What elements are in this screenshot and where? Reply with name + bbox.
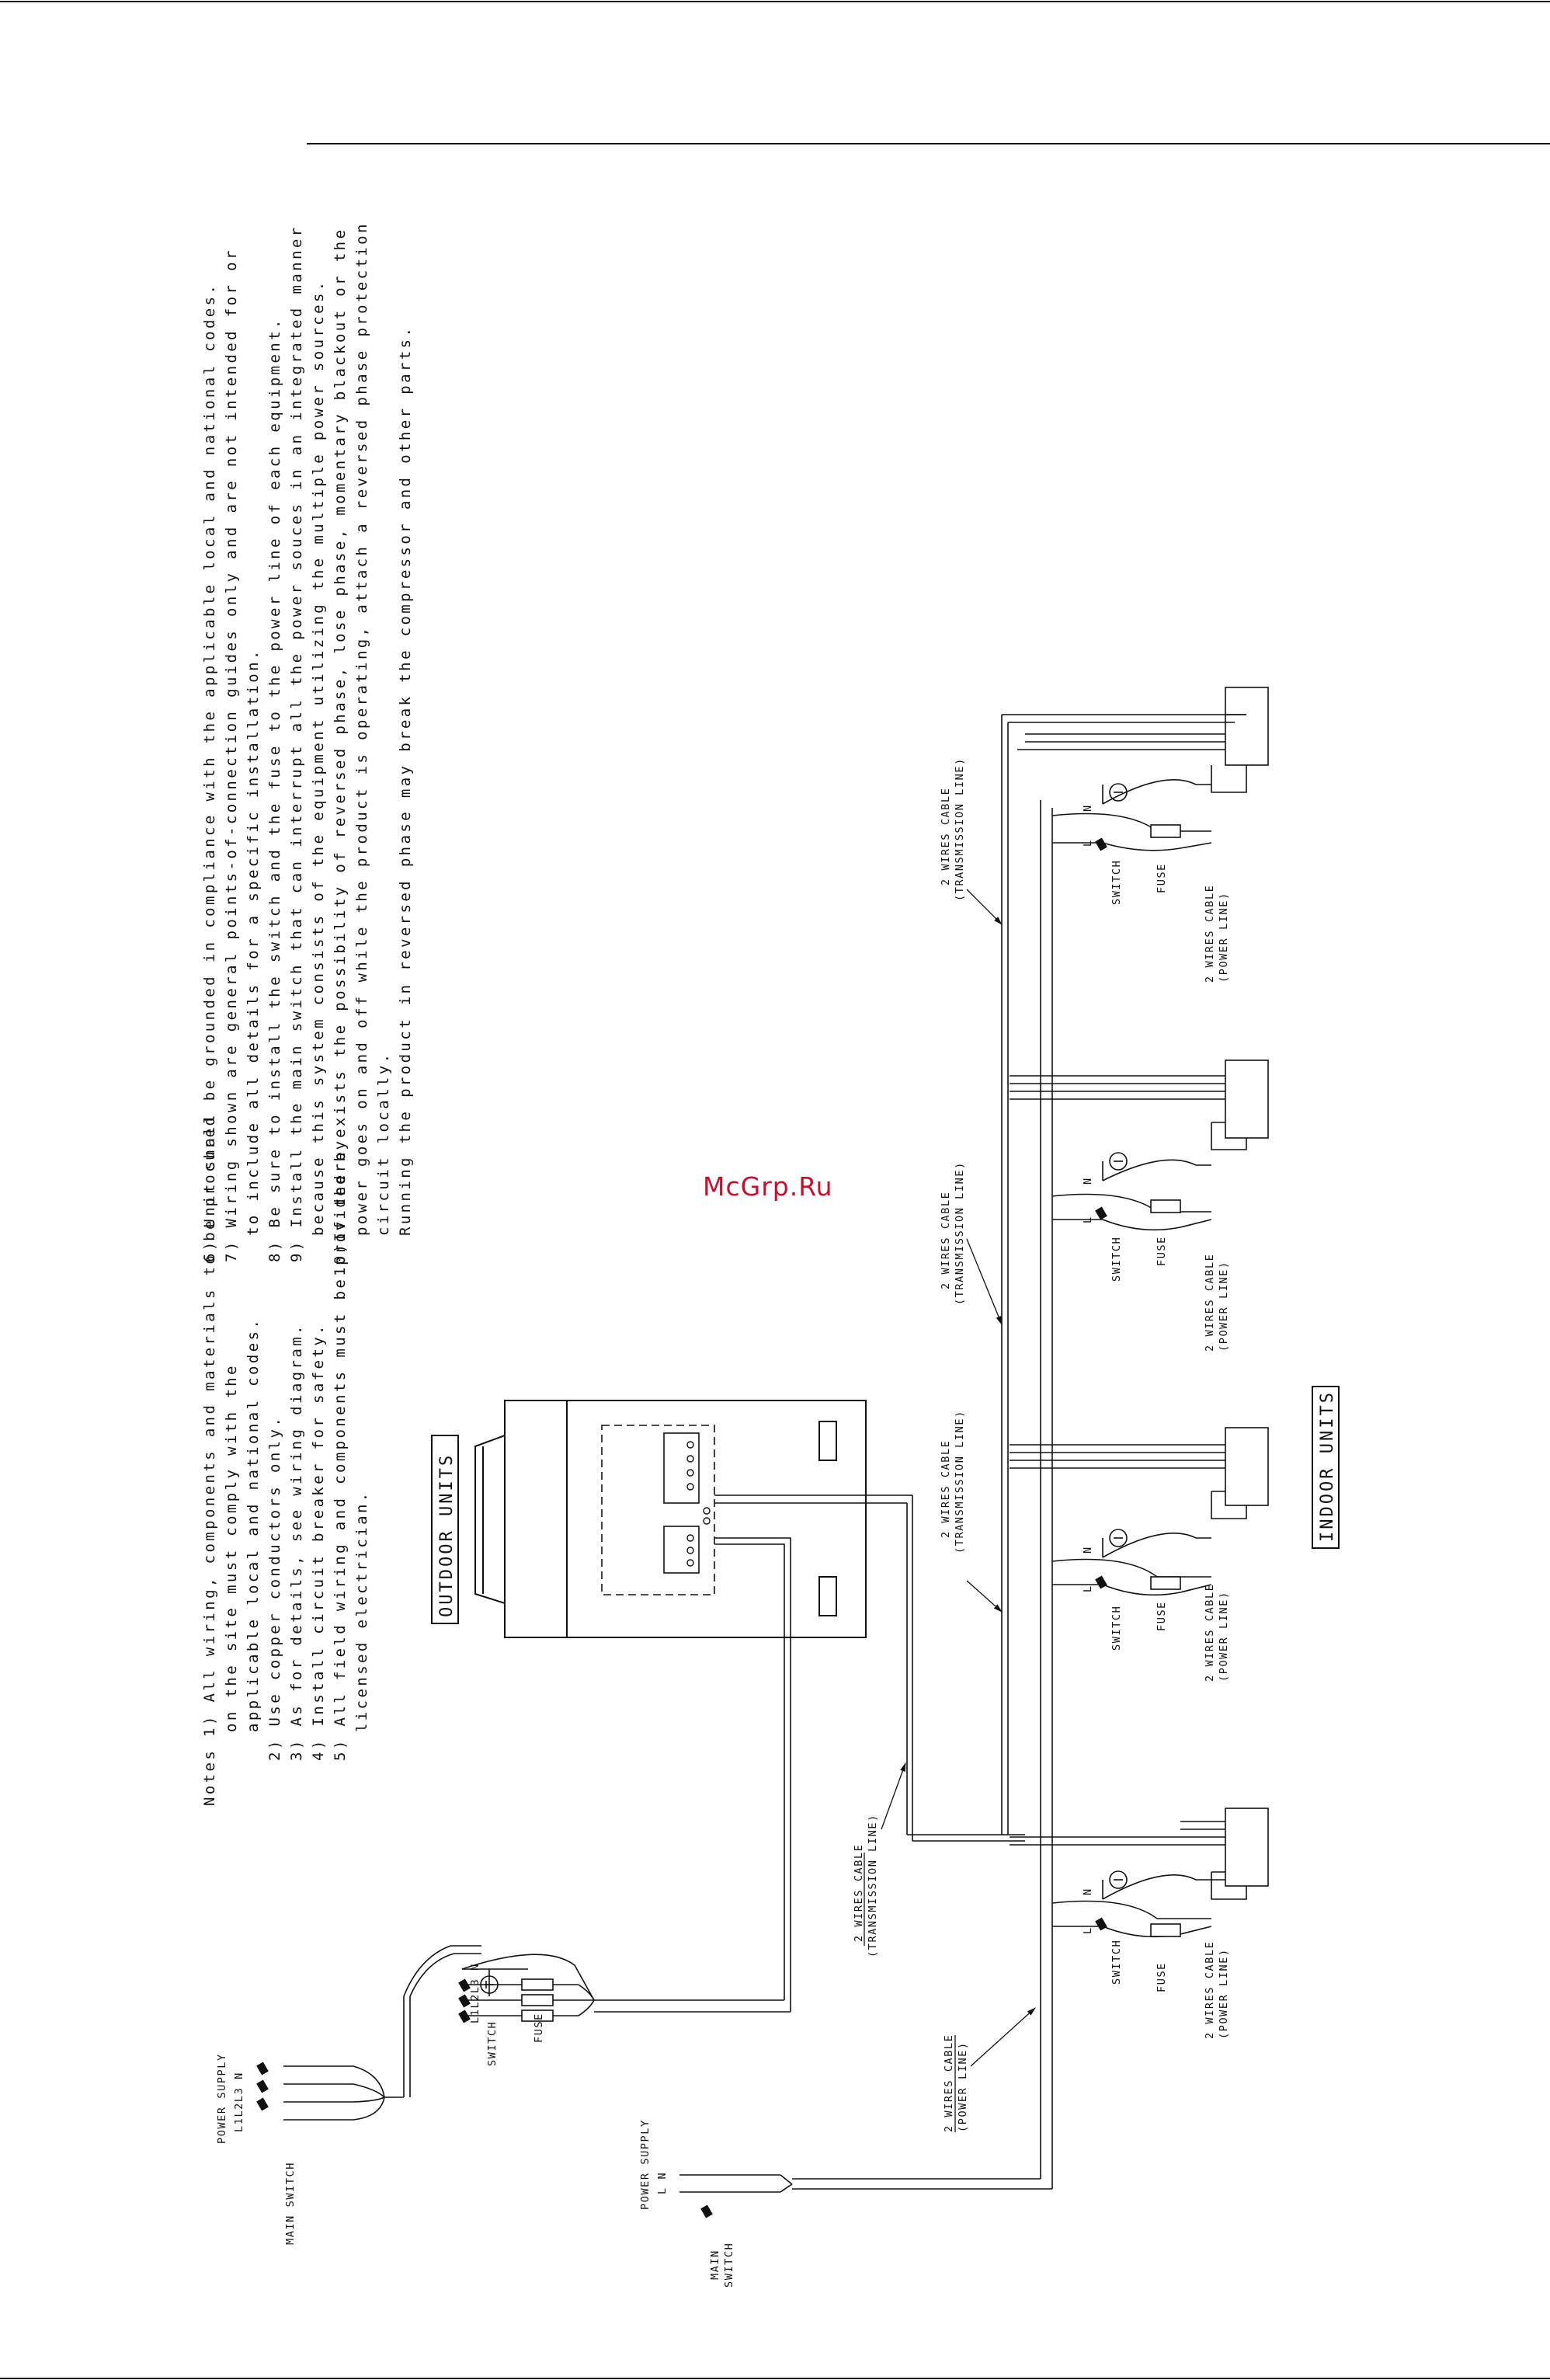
svg-text:2 WIRES CABLE: 2 WIRES CABLE xyxy=(1204,884,1216,983)
svg-text:N: N xyxy=(1082,1888,1094,1895)
indoor-main-label-2: SWITCH xyxy=(723,2242,735,2288)
outdoor-transmission-label xyxy=(853,1763,905,1957)
note-7b: to include all details for a specific installation. xyxy=(245,648,262,1236)
svg-text:2 WIRES CABLE: 2 WIRES CABLE xyxy=(940,1439,952,1538)
svg-text:L: L xyxy=(1082,1216,1094,1223)
note-2: 2) Use copper conductors only. xyxy=(266,1414,283,1761)
outdoor-units-title: OUTDOOR UNITS xyxy=(437,1453,457,1617)
indoor-unit-3 xyxy=(1010,1060,1268,1230)
indoor-units-title: INDOOR UNITS xyxy=(1318,1390,1337,1542)
note-4: 4) Install circuit breaker for safety. xyxy=(310,1323,327,1761)
svg-text:2 WIRES CABLE: 2 WIRES CABLE xyxy=(1204,1940,1216,2039)
svg-text:(TRANSMISSION LINE): (TRANSMISSION LINE) xyxy=(954,757,966,901)
svg-text:(POWER LINE): (POWER LINE) xyxy=(1218,892,1230,983)
svg-text:L: L xyxy=(1082,1926,1094,1934)
svg-text:SWITCH: SWITCH xyxy=(1110,1605,1123,1651)
svg-text:(POWER LINE): (POWER LINE) xyxy=(957,2041,969,2132)
svg-text:SWITCH: SWITCH xyxy=(1110,1236,1123,1282)
indoor-unit-1 xyxy=(1010,1808,1268,1936)
svg-text:2 WIRES CABLE: 2 WIRES CABLE xyxy=(1204,1583,1216,1682)
outdoor-switch-label: SWITCH xyxy=(486,2020,499,2066)
svg-text:(TRANSMISSION LINE): (TRANSMISSION LINE) xyxy=(867,1814,879,1957)
note-9b: because this system consists of the equipment utilizing the multiple power sources. xyxy=(310,279,327,1236)
svg-text:L: L xyxy=(1082,839,1094,847)
watermark: McGrp.Ru xyxy=(703,1171,833,1202)
indoor-phases-label: L N xyxy=(656,2171,669,2194)
outdoor-main-switch-label: MAIN SWITCH xyxy=(284,2161,297,2245)
svg-text:N: N xyxy=(1082,1177,1094,1185)
outdoor-switch xyxy=(256,1978,471,2110)
indoor-power-supply-label: POWER SUPPLY xyxy=(639,2119,652,2210)
note-10d: Running the product in reversed phase may break the compressor and other parts. xyxy=(397,325,414,1236)
svg-text:(POWER LINE): (POWER LINE) xyxy=(1218,1591,1230,1682)
outdoor-terminals-label: L1L2L3 N xyxy=(469,1963,481,2023)
note-5b: licensed electrician. xyxy=(353,1490,370,1732)
note-9: 9) Install the main switch that can interrupt all the power souces in an integrated manner xyxy=(288,224,305,1262)
svg-text:FUSE: FUSE xyxy=(1156,1962,1168,1992)
notes-right xyxy=(201,221,414,1276)
note-3: 3) As for details, see wiring diagram. xyxy=(288,1323,305,1761)
svg-text:N: N xyxy=(1082,1546,1094,1554)
svg-text:SWITCH: SWITCH xyxy=(1110,1939,1123,1985)
svg-text:2 WIRES CABLE: 2 WIRES CABLE xyxy=(1204,1253,1216,1352)
indoor-unit-4 xyxy=(1017,687,1268,851)
note-10b: power goes on and off while the product is operating, attach a reversed phase protection xyxy=(353,221,370,1236)
svg-text:(POWER LINE): (POWER LINE) xyxy=(1218,1261,1230,1352)
transmission-labels xyxy=(940,757,1002,1612)
outdoor-phases-label: L1L2L3 N xyxy=(233,2072,245,2132)
outdoor-fuse-label: FUSE xyxy=(533,2013,545,2043)
svg-text:(TRANSMISSION LINE): (TRANSMISSION LINE) xyxy=(954,1161,966,1305)
svg-text:2 WIRES CABLE: 2 WIRES CABLE xyxy=(940,1191,952,1289)
note-1c: applicable local and national codes. xyxy=(245,1317,262,1732)
outdoor-title-box xyxy=(432,1435,458,1623)
svg-text:N: N xyxy=(1082,804,1094,812)
note-7: 7) Wiring shown are general points-of-connection guides only and are not intended for or xyxy=(223,248,240,1262)
indoor-main-label-1: MAIN xyxy=(709,2250,721,2280)
main-power-cable-label xyxy=(943,2008,1035,2132)
svg-text:L: L xyxy=(1082,1585,1094,1592)
note-6: 6) Unit shall be grounded in compliance with the applicable local and national codes. xyxy=(201,282,218,1262)
note-1b: on the site must comply with the xyxy=(223,1363,240,1732)
outdoor-unit xyxy=(475,1401,866,1637)
indoor-unit-2 xyxy=(1010,1428,1268,1595)
svg-text:(POWER LINE): (POWER LINE) xyxy=(1218,1948,1230,2039)
note-10: 10)If there exists the possibility of reversed phase, lose phase, momentary blackout or the xyxy=(332,227,349,1276)
note-5: 5) All field wiring and components must be provided by xyxy=(332,1138,349,1761)
svg-text:2 WIRES CABLE: 2 WIRES CABLE xyxy=(940,787,952,886)
note-10c: circuit locally. xyxy=(375,1051,392,1236)
indoor-unit-labels xyxy=(1082,804,1230,2039)
svg-text:FUSE: FUSE xyxy=(1156,1601,1168,1631)
svg-text:SWITCH: SWITCH xyxy=(1110,859,1123,905)
svg-text:FUSE: FUSE xyxy=(1156,863,1168,893)
note-8: 8) Be sure to install the switch and the fuse to the power line of each equipment. xyxy=(266,317,283,1262)
svg-text:(TRANSMISSION LINE): (TRANSMISSION LINE) xyxy=(954,1410,966,1554)
indoor-title-box xyxy=(1312,1387,1339,1548)
note-1: Notes 1) All wiring, components and materials to be procured xyxy=(201,1114,218,1806)
svg-text:FUSE: FUSE xyxy=(1156,1236,1168,1266)
svg-text:2 WIRES CABLE: 2 WIRES CABLE xyxy=(853,1843,865,1942)
outdoor-power-supply-label: POWER SUPPLY xyxy=(216,2053,228,2144)
svg-text:2 WIRES CABLE: 2 WIRES CABLE xyxy=(943,2034,955,2132)
indoor-main-switch xyxy=(700,2204,713,2218)
